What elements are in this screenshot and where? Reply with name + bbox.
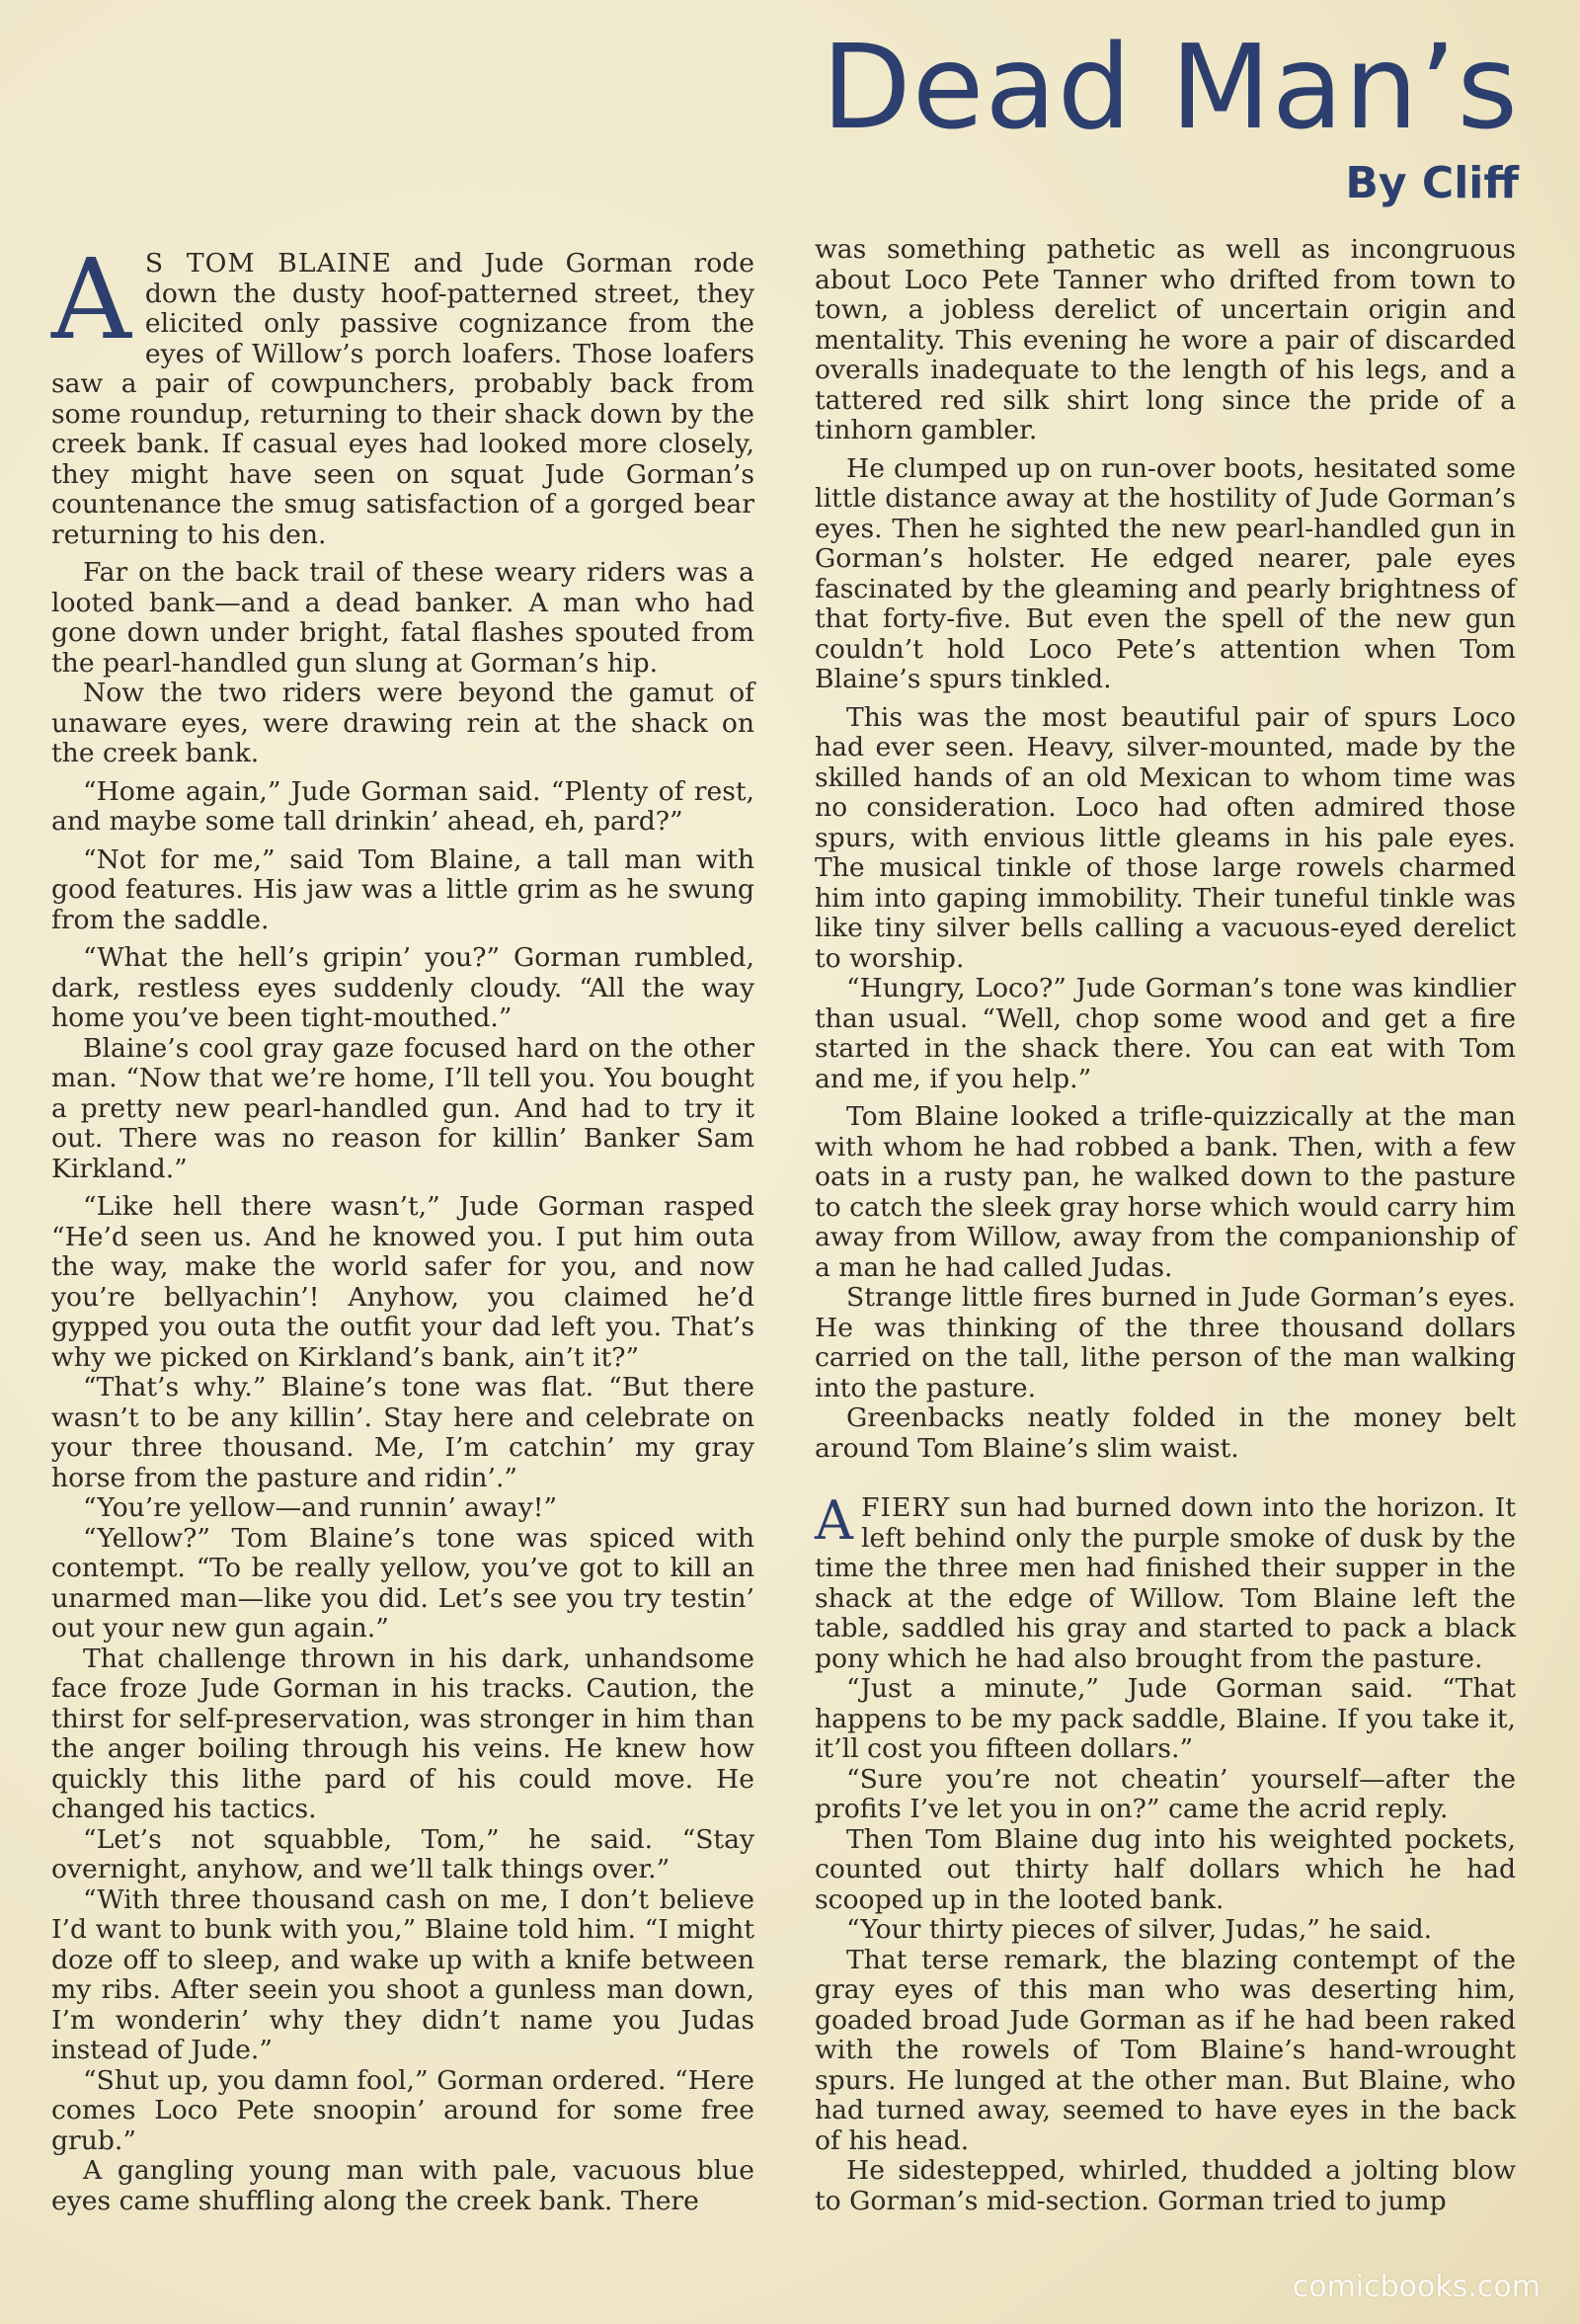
paragraph: “Your thirty pieces of silver, Judas,” he said. — [846, 1914, 1433, 1945]
paragraph-opening — [51, 236, 754, 550]
paragraph: “Shut up, you damn fool,” Gorman ordered. “Here comes Loco Pete snoopin’ around for some free grub.” — [51, 2064, 754, 2156]
paragraph: “Let’s not squabble, Tom,” he said. “Stay overnight, anyhow, and we’ll talk things over.” — [51, 1823, 754, 1884]
paragraph: He sidestepped, whirled, thudded a jolting blow to Gorman’s mid-section. Gorman tried to jump — [815, 2155, 1516, 2216]
paragraph: was something pathetic as well as incongruous about Loco Pete Tanner who drifted from town to town, a jobless derelict of uncertain origin and mentality. This evening he wore a pair of discarded overalls inadequate to the length of his legs, and a tattered red silk shirt long since the pride of a tinhorn gambler. — [815, 234, 1516, 445]
paragraph: “Hungry, Loco?” Jude Gorman’s tone was kindlier than usual. “Well, chop some wood and get a fire started in the shack there. You can eat with Tom and me, if you help.” — [815, 973, 1516, 1094]
paragraph-text: sun had burned down into the horizon. It left behind only the purple smoke of dusk by the time the three men had finished their supper in the shack at the edge of Willow. Tom Blaine left the table, saddled his gray and started to pack a black pony which he had also brought from the pasture. — [815, 1492, 1516, 1674]
paragraph: “Not for me,” said Tom Blaine, a tall man with good features. His jaw was a little grim as he swung from the saddle. — [51, 843, 754, 935]
right-column — [815, 235, 1516, 2216]
section-break — [815, 1464, 1516, 1493]
paragraph: Far on the back trail of these weary riders was a looted bank—and a dead banker. A man who had gone down under bright, fatal flashes spouted from the pearl-handled gun slung at Gorman’s hip. — [51, 557, 754, 679]
paragraph: “Like hell there wasn’t,” Jude Gorman rasped “He’d seen us. And he knowed you. I put him outa the way, make the world safer for you, and now you’re bellyachin’! Anyhow, you claimed he’d gypped you outa the outfit your dad left you. That’s why we picked on Kirkland’s bank, ain’t it?” — [51, 1191, 754, 1373]
paragraph: “Home again,” Jude Gorman said. “Plenty of rest, and maybe some tall drinkin’ ahead, eh, pard?” — [51, 775, 754, 837]
lead-in: S TOM BLAINE — [144, 248, 392, 279]
paragraph: “What the hell’s gripin’ you?” Gorman rumbled, dark, restless eyes suddenly cloudy. “All the way home you’ve been tight-mouthed.” — [51, 942, 754, 1033]
paragraph: Tom Blaine looked a trifle-quizzically at the man with whom he had robbed a bank. Then, with a few oats in a rusty pan, he walked down to the pasture to catch the sleek gray horse which would carry him away from Willow, away from the companionship of a man he had called Judas. — [815, 1101, 1516, 1283]
paragraph: “You’re yellow—and runnin’ away!” — [83, 1492, 558, 1523]
paragraph: Then Tom Blaine dug into his weighted pockets, counted out thirty half dollars which he had scooped up in the looted bank. — [815, 1823, 1516, 1915]
paragraph-section-two — [815, 1489, 1516, 1674]
paragraph: He clumped up on run-over boots, hesitated some little distance away at the hostility of Jude Gorman’s eyes. Then he sighted the new pearl-handled gun in Gorman’s holster. He edged nearer, pale eyes fascinated by the gleaming and pearly brightness of that forty-five. But even the spell of the new gun couldn’t hold Loco Pete’s attention when Tom Blaine’s spurs tinkled. — [815, 452, 1516, 694]
paragraph: “That’s why.” Blaine’s tone was flat. “But there wasn’t to be any killin’. Stay here and celebrate on your three thousand. Me, I’m catchin’ my gray horse from the pasture and ridin’.” — [51, 1372, 754, 1493]
paragraph: “Yellow?” Tom Blaine’s tone was spiced with contempt. “To be really yellow, you’ve got to kill an unarmed man—like you did. Let’s see you try testin’ out your new gun again.” — [51, 1522, 754, 1643]
story-title: Dead Man’s — [821, 19, 1519, 155]
drop-cap: A — [51, 236, 131, 364]
paragraph: Now the two riders were beyond the gamut of unaware eyes, were drawing rein at the shack on the creek bank. — [51, 678, 754, 768]
paragraph: “With three thousand cash on me, I don’t believe I’d want to bunk with you,” Blaine told him. “I might doze off to sleep, and wake up with a knife between my ribs. After seein you shoot a gunless man down, I’m wonderin’ why they didn’t name you Judas instead of Jude.” — [51, 1883, 754, 2065]
site-watermark: comicbooks.com — [1292, 2270, 1540, 2304]
paragraph: Blaine’s cool gray gaze focused hard on the other man. “Now that we’re home, I’ll tell you. You bought a pretty new pearl-handled gun. And had to try it out. There was no reason for killin’ Banker Sam Kirkland.” — [51, 1032, 754, 1184]
paragraph: A gangling young man with pale, vacuous blue eyes came shuffling along the creek bank. There — [51, 2155, 754, 2216]
author-byline: By Cliff — [1345, 158, 1519, 208]
paragraph: Greenbacks neatly folded in the money belt around Tom Blaine’s slim waist. — [815, 1402, 1516, 1464]
paragraph-text: and Jude Gorman rode down the dusty hoof-patterned street, they elicited only passive cognizance from the eyes of Willow’s porch loafers. Those loafers saw a pair of cowpunchers, probably back from some roundup, returning to their shack down by the creek bank. If casual eyes had looked more closely, they might have seen on squat Jude Gorman’s countenance the smug satisfaction of a gorged bear returning to his den. — [51, 248, 754, 550]
paragraph: Strange little fires burned in Jude Gorman’s eyes. He was thinking of the three thousand dollars carried on the tall, lithe person of the man walking into the pasture. — [815, 1282, 1516, 1403]
paragraph: That terse remark, the blazing contempt of the gray eyes of this man who was deserting him, goaded broad Jude Gorman as if he had been raked with the rowels of Tom Blaine’s hand-wrought spurs. He lunged at the other man. But Blaine, who had turned away, seemed to have eyes in the back of his head. — [815, 1944, 1516, 2156]
left-column — [51, 236, 754, 2216]
drop-cap: A — [815, 1489, 853, 1552]
lead-in: FIERY — [861, 1492, 951, 1523]
paragraph: This was the most beautiful pair of spurs Loco had ever seen. Heavy, silver-mounted, made by the skilled hands of an old Mexican to whom time was no consideration. Loco had often admired those spurs, with envious little gleams in his pale eyes. The musical tinkle of those large rowels charmed him into gaping immobility. Their tuneful tinkle was like tiny silver bells calling a vacuous-eyed derelict to worship. — [815, 701, 1516, 974]
paragraph: “Just a minute,” Jude Gorman said. “That happens to be my pack saddle, Blaine. If you take it, it’ll cost you fifteen dollars.” — [815, 1673, 1516, 1764]
paragraph: “Sure you’re not cheatin’ yourself—after the profits I’ve let you in on?” came the acrid reply. — [815, 1763, 1516, 1824]
paragraph: That challenge thrown in his dark, unhandsome face froze Jude Gorman in his tracks. Caution, the thirst for self-preservation, was stronger in him than the anger boiling through his veins. He knew how quickly this lithe pard of his could move. He changed his tactics. — [51, 1643, 754, 1824]
